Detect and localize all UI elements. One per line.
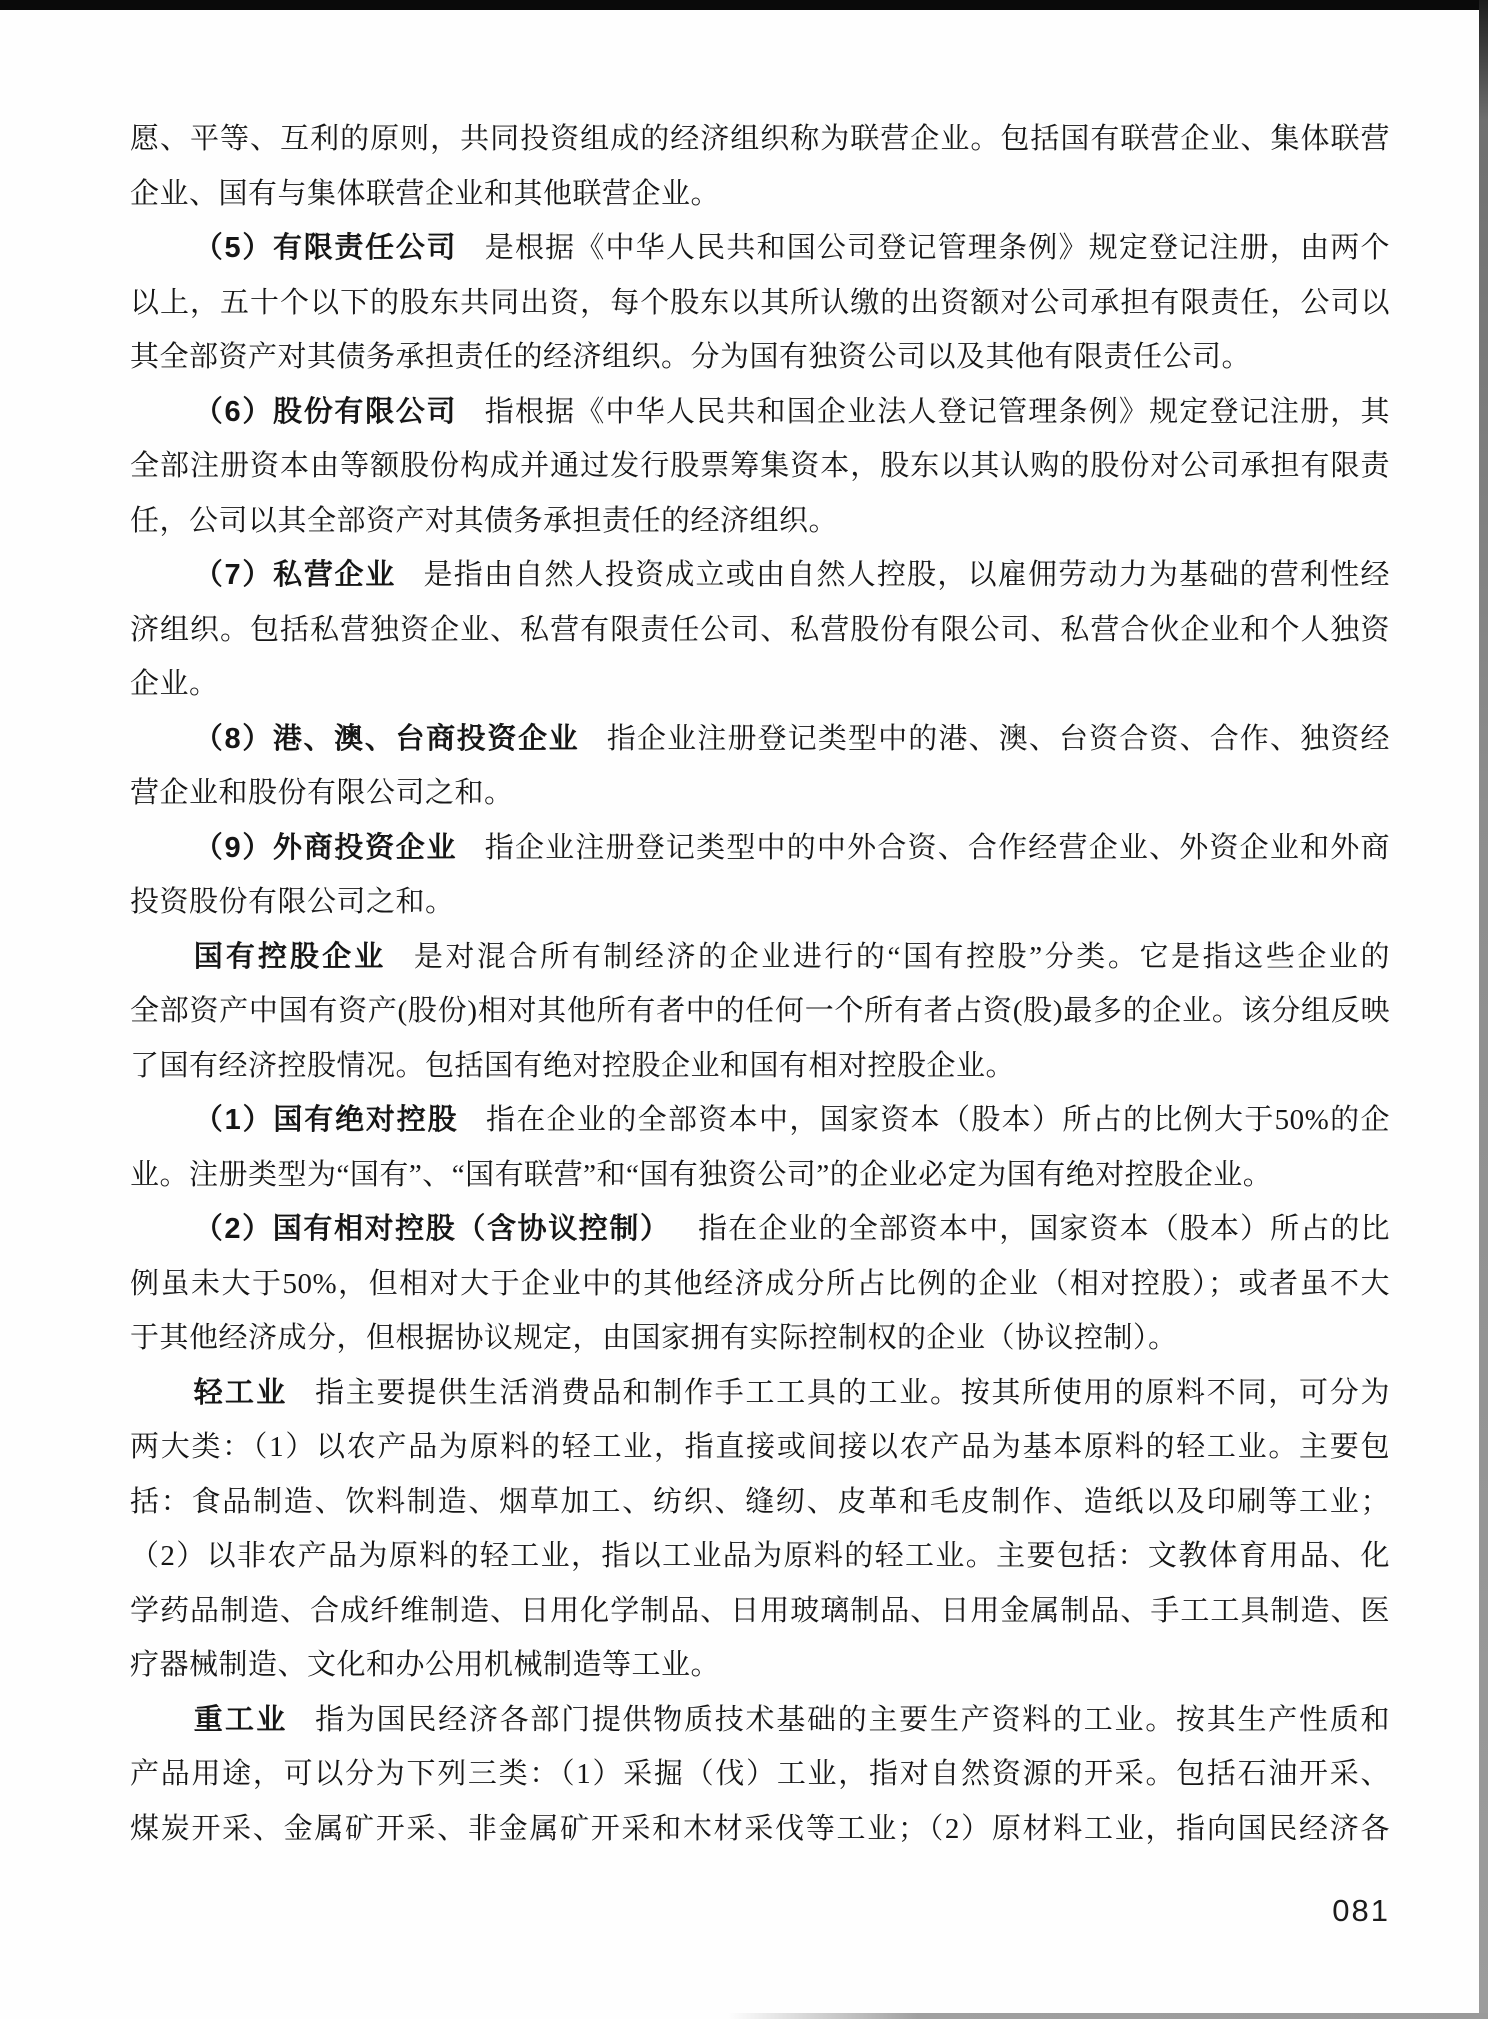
line-text: 是指由自然人投资成立或由自然人控股，以雇佣劳动力为基础的营利性经	[423, 559, 1390, 591]
text-line	[130, 1802, 1390, 1857]
page-number: 081	[1332, 1893, 1390, 1928]
line-text: 是对混合所有制经济的企业进行的“国有控股”分类。它是指这些企业的	[413, 940, 1390, 973]
term-bold: 国有控股企业	[193, 940, 387, 973]
line-text: 例虽未大于50%，但相对大于企业中的其他经济成分所占比例的企业（相对控股）；或者虽不大	[130, 1267, 1390, 1300]
text-line	[130, 1529, 1390, 1584]
term-bold: （5）有限责任公司	[193, 232, 458, 264]
text-line	[130, 1693, 1390, 1748]
line-text: 济组织。包括私营独资企业、私营有限责任公司、私营股份有限公司、私营合伙企业和个人独资	[130, 613, 1390, 646]
text-line	[130, 712, 1390, 767]
line-text: 指在企业的全部资本中，国家资本（股本）所占的比例大于50%的企	[485, 1104, 1390, 1136]
line-text: 任，公司以其全部资产对其债务承担责任的经济组织。	[130, 504, 839, 537]
text-line	[130, 112, 1390, 167]
text-line	[130, 930, 1390, 985]
text-line	[130, 1093, 1390, 1148]
line-text: 全部资产中国有资产(股份)相对其他所有者中的任何一个所有者占资(股)最多的企业。该分组反映	[130, 995, 1390, 1027]
page-content	[130, 112, 1390, 1856]
line-text: 指根据《中华人民共和国企业法人登记管理条例》规定登记注册，其	[484, 395, 1390, 428]
line-text: 产品用途，可以分为下列三类：（1）采掘（伐）工业，指对自然资源的开采。包括石油开采、	[130, 1758, 1390, 1790]
text-line	[130, 1420, 1390, 1475]
line-text: 业。注册类型为“国有”、“国有联营”和“国有独资公司”的企业必定为国有绝对控股企业。	[130, 1158, 1273, 1191]
line-text: 以上，五十个以下的股东共同出资，每个股东以其所认缴的出资额对公司承担有限责任，公司以	[130, 286, 1390, 319]
line-text: 学药品制造、合成纤维制造、日用化学制品、日用玻璃制品、日用金属制品、手工工具制造、医	[130, 1594, 1390, 1627]
text-line	[130, 821, 1390, 876]
line-text: 营企业和股份有限公司之和。	[130, 777, 514, 809]
text-line	[130, 875, 1390, 930]
text-line	[130, 1747, 1390, 1802]
line-text: 指主要提供生活消费品和制作手工工具的工业。按其所使用的原料不同，可分为	[315, 1376, 1390, 1409]
line-text: 括：食品制造、饮料制造、烟草加工、纺织、缝纫、皮革和毛皮制作、造纸以及印刷等工业；	[130, 1485, 1390, 1518]
term-bold: （1）国有绝对控股	[193, 1104, 459, 1136]
line-text: 煤炭开采、金属矿开采、非金属矿开采和木材采伐等工业；（2）原材料工业，指向国民经济各	[130, 1812, 1390, 1845]
term-bold: （8）港、澳、台商投资企业	[193, 722, 580, 755]
text-line	[130, 167, 1390, 222]
text-line	[130, 221, 1390, 276]
line-text: 指为国民经济各部门提供物质技术基础的主要生产资料的工业。按其生产性质和	[315, 1703, 1390, 1736]
text-line	[130, 1039, 1390, 1094]
line-text: 指企业注册登记类型中的港、澳、台资合资、合作、独资经	[606, 722, 1390, 755]
line-text: 指企业注册登记类型中的中外合资、合作经营企业、外资企业和外商	[484, 831, 1390, 864]
text-line	[130, 1148, 1390, 1203]
text-line	[130, 1584, 1390, 1639]
text-line	[130, 330, 1390, 385]
line-text: 指在企业的全部资本中，国家资本（股本）所占的比	[698, 1213, 1390, 1245]
text-line	[130, 1638, 1390, 1693]
line-text: 企业。	[130, 668, 219, 700]
text-line	[130, 1202, 1390, 1257]
line-text: 疗器械制造、文化和办公用机械制造等工业。	[130, 1649, 721, 1681]
text-line	[130, 766, 1390, 821]
text-line	[130, 276, 1390, 331]
line-text: 企业、国有与集体联营企业和其他联营企业。	[130, 177, 721, 210]
term-bold: （9）外商投资企业	[193, 831, 458, 864]
text-line	[130, 1366, 1390, 1421]
line-text: 了国有经济控股情况。包括国有绝对控股企业和国有相对控股企业。	[130, 1049, 1016, 1082]
term-bold: （7）私营企业	[193, 559, 396, 591]
text-line	[130, 548, 1390, 603]
scan-edge-bottom	[728, 2013, 1488, 2019]
scan-edge-top	[0, 0, 1488, 10]
text-line	[130, 603, 1390, 658]
line-text: 投资股份有限公司之和。	[130, 886, 455, 918]
text-line	[130, 1257, 1390, 1312]
scan-edge-right	[1479, 0, 1488, 2019]
line-text: 是根据《中华人民共和国公司登记管理条例》规定登记注册，由两个	[484, 232, 1390, 264]
line-text: 全部注册资本由等额股份构成并通过发行股票筹集资本，股东以其认购的股份对公司承担有限责	[130, 450, 1390, 482]
text-line	[130, 984, 1390, 1039]
text-line	[130, 494, 1390, 549]
text-line	[130, 1475, 1390, 1530]
line-text: 愿、平等、互利的原则，共同投资组成的经济组织称为联营企业。包括国有联营企业、集体联营	[130, 123, 1390, 155]
text-line	[130, 1311, 1390, 1366]
text-line	[130, 439, 1390, 494]
line-text: （2）以非农产品为原料的轻工业，指以工业品为原料的轻工业。主要包括：文教体育用品、化	[130, 1540, 1390, 1572]
text-line	[130, 657, 1390, 712]
term-bold: 重工业	[193, 1703, 288, 1736]
line-text: 两大类：（1）以农产品为原料的轻工业，指直接或间接以农产品为基本原料的轻工业。主要包	[130, 1431, 1390, 1463]
term-bold: 轻工业	[193, 1376, 288, 1409]
line-text: 其全部资产对其债务承担责任的经济组织。分为国有独资公司以及其他有限责任公司。	[130, 341, 1252, 373]
term-bold: （2）国有相对控股（含协议控制）	[193, 1213, 671, 1245]
line-text: 于其他经济成分，但根据协议规定，由国家拥有实际控制权的企业（协议控制）。	[130, 1322, 1178, 1354]
term-bold: （6）股份有限公司	[193, 395, 458, 428]
text-line	[130, 385, 1390, 440]
